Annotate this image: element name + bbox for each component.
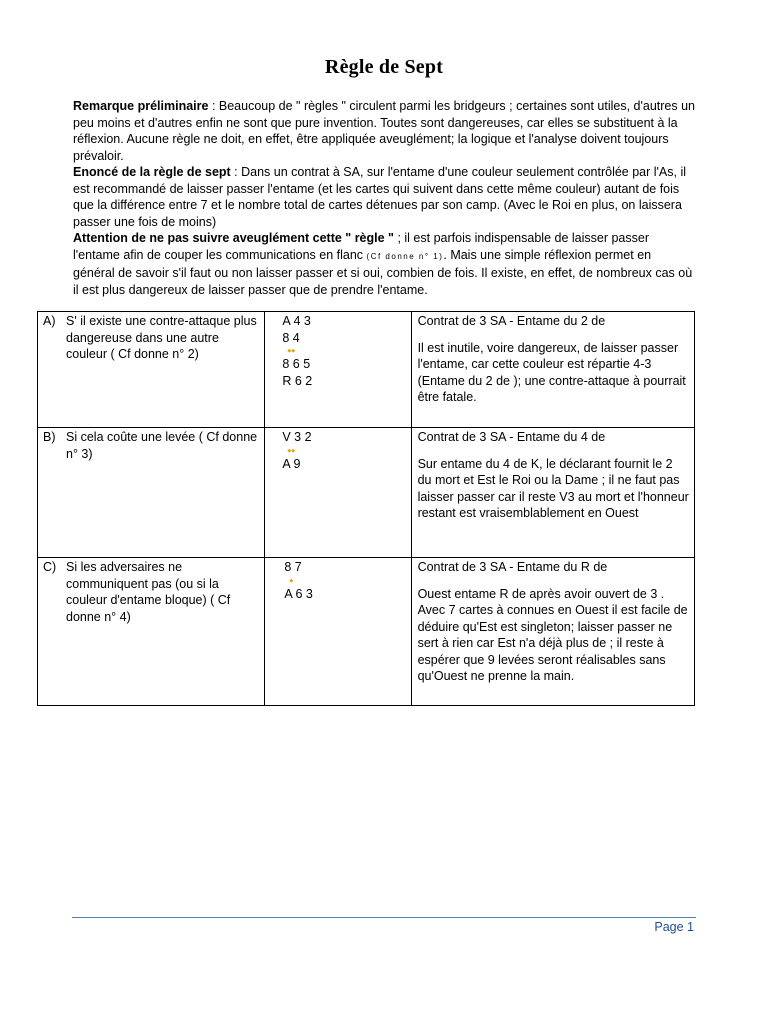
- suit-marker-icon: ◆: [289, 577, 294, 584]
- north-hand-line: 8 7: [284, 560, 302, 574]
- case-comment: Ouest entame R de après avoir ouvert de 3 . Avec 7 cartes à connues en Ouest il est facile de déduire qu'Est est singleton; laisser passer ne sert à rien car Est n'a déjà plus de ; il reste à espérer que 9 levées seront réalisables sans qu'Ouest ne prenne la main.: [417, 586, 688, 683]
- comment-cell: [411, 428, 694, 558]
- warning-ref: (Cf donne n° 1): [366, 251, 444, 261]
- case-description: S' il existe une contre-attaque plus dangereuse dans une autre couleur ( Cf donne n° 2): [66, 314, 257, 361]
- south-hand-line: R 6 2: [282, 373, 313, 388]
- statement-label: Enoncé de la règle de sept: [73, 165, 231, 179]
- comment-cell: [411, 312, 694, 428]
- warning-text-1: ; il est parfois indispensable de laisser passer l'entame afin de couper les communications en flanc: [73, 231, 649, 262]
- hands-cell: [265, 558, 411, 706]
- case-description: Si les adversaires ne communiquent pas (ou si la couleur d'entame bloque) ( Cf donne n° 4): [66, 560, 231, 624]
- north-hand-line: A 4 3: [282, 314, 311, 328]
- hands-cell: [265, 312, 411, 428]
- contract-heading: Contrat de 3 SA - Entame du R de: [417, 560, 608, 574]
- page-number: Page 1: [654, 920, 694, 934]
- case-letter: C): [43, 560, 57, 574]
- case-cell: [38, 428, 265, 558]
- case-letter: A): [43, 314, 56, 328]
- footer-divider: [72, 917, 696, 918]
- case-comment: Il est inutile, voire dangereux, de laisser passer l'entame, car cette couleur est répartie 4-3 (Entame du 2 de ); une contre-attaque à pourrait être fatale.: [417, 340, 686, 404]
- hands-cell: [265, 428, 411, 558]
- south-hand-line: A 6 3: [284, 586, 313, 601]
- intro-section: [73, 98, 695, 298]
- rule-warning: [73, 230, 695, 298]
- remark-label: Remarque préliminaire: [73, 99, 209, 113]
- comment-cell: [411, 558, 694, 706]
- preliminary-remark: [73, 98, 695, 164]
- case-description: Si cela coûte une levée ( Cf donne n° 3): [66, 430, 258, 461]
- case-cell: [38, 312, 265, 428]
- rule-statement: [73, 164, 695, 230]
- south-hand-line: A 9: [282, 456, 301, 471]
- remark-text: : Beaucoup de " règles " circulent parmi les bridgeurs ; certaines sont utiles, d'autres un peu moins et d'autres enfin ne sont que pure invention. Toutes sont dangereuses, car elles se substituent à la réflexion. Aucune règle ne doit, en effet, être appliquée aveuglément; la logique et l'analyse doivent toujours prévaloir.: [73, 99, 695, 163]
- warning-text-2: . Mais une simple réflexion permet en général de savoir s'il faut ou non laisser passer et si oui, combien de fois. Il existe, en effet, de nombreux cas où il est plus dangereux de laisser passer que de prendre l'entame.: [73, 247, 693, 297]
- page-title: Règle de Sept: [324, 56, 444, 78]
- table-row: [38, 428, 695, 558]
- north-hand-line: 8 4: [282, 330, 300, 345]
- contract-heading: Contrat de 3 SA - Entame du 2 de: [417, 314, 606, 328]
- warning-label: Attention de ne pas suivre aveuglément cette " règle ": [73, 231, 394, 245]
- statement-text: : Dans un contrat à SA, sur l'entame d'une couleur seulement contrôlée par l'As, il est recommandé de laisser passer l'entame (et les cartes qui suivent dans cette même couleur) autant de fois que la différence entre 7 et le nombre total de cartes détenues par son camp. (Avec le Roi en plus, on laissera passer une fois de moins): [73, 165, 687, 229]
- case-letter: B): [43, 430, 56, 444]
- contract-heading: Contrat de 3 SA - Entame du 4 de: [417, 430, 606, 444]
- rules-table: [37, 311, 695, 706]
- case-cell: [38, 558, 265, 706]
- suit-marker-icon: ◆◆: [287, 348, 296, 354]
- case-comment: Sur entame du 4 de K, le déclarant fournit le 2 du mort et Est le Roi ou la Dame ; il ne faut pas laisser passer car il reste V3 au mort et l'honneur restant est vraisemblablement en Ouest: [417, 456, 689, 520]
- north-hand-line: V 3 2: [282, 430, 312, 444]
- suit-marker-icon: ◆◆: [287, 447, 296, 454]
- table-row: [38, 558, 695, 706]
- south-hand-line: 8 6 5: [282, 357, 311, 371]
- table-row: [38, 312, 695, 428]
